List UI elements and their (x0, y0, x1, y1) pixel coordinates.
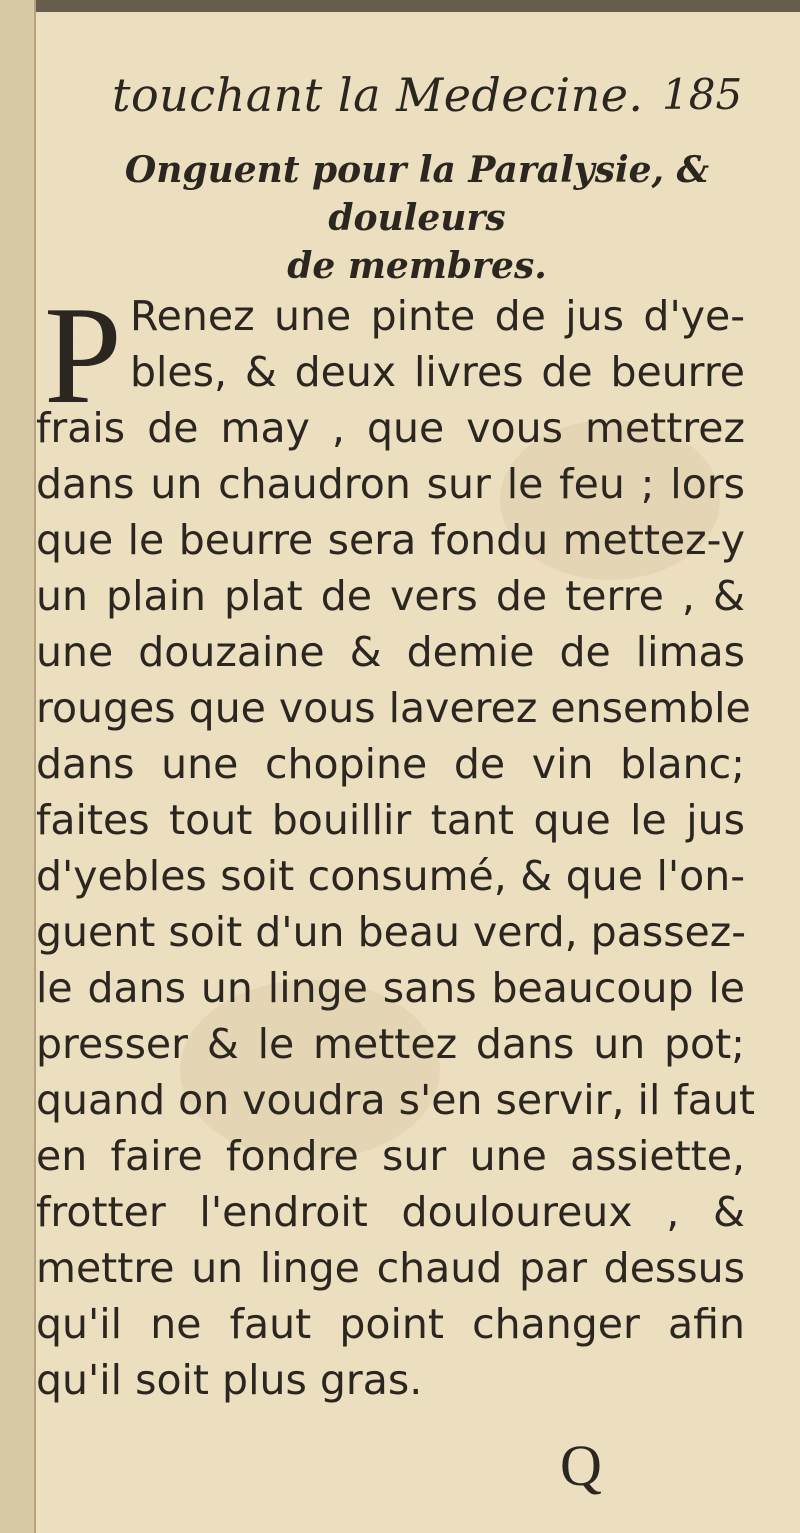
page-top-edge (0, 0, 800, 12)
body-line: guent soit d'un beau verd, passez- (36, 908, 747, 956)
recipe-title (64, 146, 770, 290)
body-line: dans un chaudron sur le feu ; lors (36, 460, 745, 508)
running-title: touchant la Medecine. (112, 68, 644, 122)
body-line: dans une chopine de vin blanc; (36, 740, 745, 788)
body-line: que le beurre sera fondu mettez-y (36, 516, 745, 564)
body-line: bles, & deux livres de beurre (130, 348, 745, 396)
page-binding-edge (0, 0, 36, 1533)
body-line: en faire fondre sur une assiette, (36, 1132, 745, 1180)
body-line: Renez une pinte de jus d'ye- (130, 292, 745, 340)
recipe-title-line-2: de membres. (287, 245, 547, 287)
body-line: presser & le mettez dans un pot; (36, 1020, 745, 1068)
body-line: rouges que vous laverez ensemble (36, 684, 751, 732)
body-line: d'yebles soit consumé, & que l'on- (36, 852, 745, 900)
body-line: frais de may , que vous mettrez (36, 404, 745, 452)
body-line: une douzaine & demie de limas (36, 628, 745, 676)
catchword: Q (560, 1433, 602, 1498)
body-line: faites tout bouillir tant que le jus (36, 796, 745, 844)
body-line: qu'il soit plus gras. (36, 1356, 423, 1404)
body-line: qu'il ne faut point changer afin (36, 1300, 745, 1348)
page-number: 185 (662, 70, 743, 119)
body-line: mettre un linge chaud par dessus (36, 1244, 745, 1292)
body-line: le dans un linge sans beaucoup le (36, 964, 745, 1012)
recipe-title-line-1: Onguent pour la Paralysie, & douleurs (124, 149, 710, 239)
body-line: frotter l'endroit douloureux , & (36, 1188, 745, 1236)
body-line: quand on voudra s'en servir, il faut (36, 1076, 755, 1124)
drop-cap: P (44, 278, 122, 433)
body-line: un plain plat de vers de terre , & (36, 572, 745, 620)
